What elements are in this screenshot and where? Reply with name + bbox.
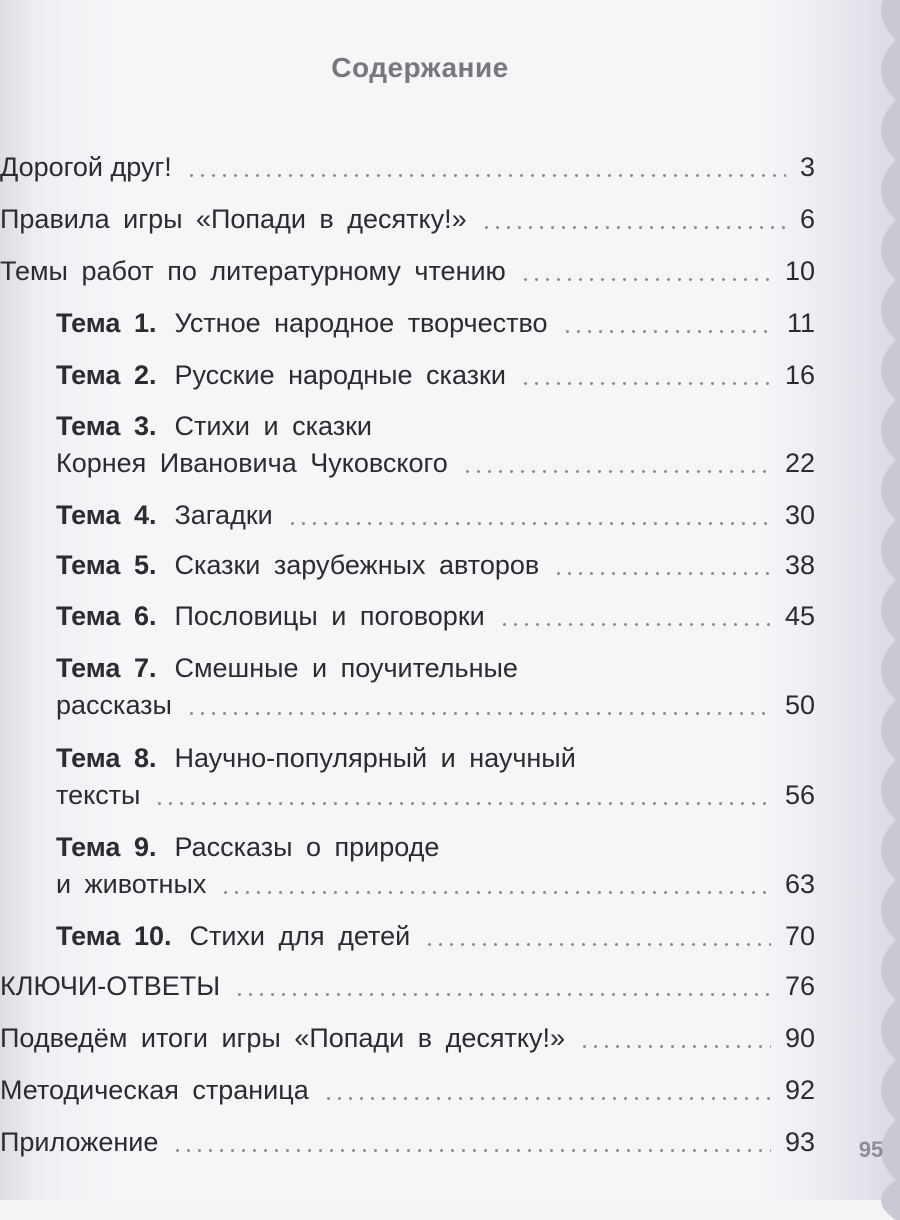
- topic-label: Тема 4.: [56, 500, 157, 530]
- topic-label: Тема 2.: [56, 360, 157, 390]
- toc-entry-title: КЛЮЧИ-ОТВЕТЫ: [0, 971, 221, 1001]
- toc-entry-title-continued: тексты: [56, 780, 141, 810]
- toc-entry-page: 11: [786, 308, 815, 338]
- dot-leader: [462, 470, 771, 473]
- toc-entry-topic: [0, 303, 815, 343]
- dot-leader: [186, 174, 786, 177]
- toc-entry-title: Методическая страница: [0, 1075, 309, 1105]
- toc-entry-page: 63: [784, 869, 815, 899]
- page-title: Содержание: [331, 52, 509, 83]
- dot-leader: [520, 278, 771, 281]
- toc-entry-title: Дорогой друг!: [0, 152, 172, 182]
- toc-entry-page: 50: [784, 690, 815, 720]
- dot-leader: [579, 1045, 771, 1048]
- toc-entry: [0, 251, 815, 291]
- toc-entry-topic: [0, 685, 815, 725]
- dot-leader: [323, 1097, 771, 1100]
- dot-leader: [499, 623, 771, 626]
- toc-entry-title-continued: рассказы: [56, 690, 172, 720]
- topic-label: Тема 8.: [56, 743, 157, 773]
- toc-entry-title-continued: Корнея Ивановича Чуковского: [56, 448, 448, 478]
- toc-entry-topic: [0, 916, 815, 956]
- toc-entry-page: 93: [784, 1127, 815, 1157]
- dot-leader: [562, 330, 773, 333]
- toc-entry-title: Рассказы о природе: [174, 832, 440, 862]
- dot-leader: [154, 802, 770, 805]
- topic-label: Тема 1.: [56, 308, 157, 338]
- toc-entry-page: 3: [799, 152, 815, 182]
- toc-entry-topic: [0, 495, 815, 535]
- toc-entry-page: 38: [784, 550, 815, 580]
- toc-entry-topic-first-line: [56, 827, 816, 867]
- toc-entry-title: Правила игры «Попади в десятку!»: [0, 204, 467, 234]
- toc-entry-page: 56: [784, 780, 815, 810]
- toc-entry-topic-first-line: [56, 738, 816, 778]
- toc-entry-title: Научно-популярный и научный: [174, 743, 576, 773]
- toc-entry-title: Русские народные сказки: [174, 360, 506, 390]
- toc-entry-topic: [0, 355, 815, 395]
- toc-entry-page: 92: [784, 1075, 815, 1105]
- toc-entry-page: 30: [784, 500, 815, 530]
- toc-entry-topic: [0, 864, 815, 904]
- toc-entry-topic: [0, 545, 815, 585]
- toc-entry-title: Подведём итоги игры «Попади в десятку!»: [0, 1023, 565, 1053]
- dot-leader: [287, 522, 771, 525]
- toc-entry-title-continued: и животных: [56, 869, 207, 899]
- dot-leader: [186, 712, 771, 715]
- toc-entry-title: Стихи и сказки: [174, 411, 372, 441]
- dot-leader: [520, 382, 771, 385]
- toc-entry-topic: [0, 596, 815, 636]
- toc-entry-title: Устное народное творчество: [174, 308, 548, 338]
- toc-entry-title: Темы работ по литературному чтению: [0, 256, 506, 286]
- page-number: 95: [858, 1137, 884, 1162]
- toc-entry-page: 45: [784, 601, 815, 631]
- dot-leader: [553, 572, 771, 575]
- toc-entry-page: 6: [799, 204, 815, 234]
- dot-leader: [424, 943, 771, 946]
- topic-label: Тема 7.: [56, 653, 157, 683]
- toc-entry-topic-first-line: [56, 406, 816, 446]
- toc-entry: [0, 1122, 815, 1162]
- toc-entry-title: Сказки зарубежных авторов: [174, 550, 540, 580]
- topic-label: Тема 9.: [56, 832, 157, 862]
- toc-entry-page: 22: [784, 448, 815, 478]
- topic-label: Тема 6.: [56, 601, 157, 631]
- dot-leader: [481, 226, 786, 229]
- dot-leader: [234, 993, 771, 996]
- toc-entry-page: 76: [784, 971, 815, 1001]
- topic-label: Тема 5.: [56, 550, 157, 580]
- toc-entry-page: 70: [784, 921, 815, 951]
- toc-entry: [0, 199, 815, 239]
- toc-entry-topic-first-line: [56, 648, 816, 688]
- dot-leader: [220, 891, 771, 894]
- topic-label: Тема 3.: [56, 411, 157, 441]
- toc-entry-title: Загадки: [174, 500, 273, 530]
- toc-entry-page: 16: [784, 360, 815, 390]
- toc-entry: [0, 147, 815, 187]
- dot-leader: [172, 1149, 771, 1152]
- toc-entry-title: Приложение: [0, 1127, 159, 1157]
- toc-entry-title: Пословицы и поговорки: [174, 601, 485, 631]
- toc-entry-page: 90: [784, 1023, 815, 1053]
- toc-entry-page: 10: [784, 256, 815, 286]
- toc-entry-title: Смешные и поучительные: [174, 653, 518, 683]
- toc-entry: [0, 1070, 815, 1110]
- toc-entry-topic: [0, 443, 815, 483]
- toc-entry: [0, 1018, 815, 1058]
- toc-entry: [0, 966, 815, 1006]
- toc-entry-title: Стихи для детей: [189, 921, 411, 951]
- toc-entry-topic: [0, 775, 815, 815]
- topic-label: Тема 10.: [56, 921, 172, 951]
